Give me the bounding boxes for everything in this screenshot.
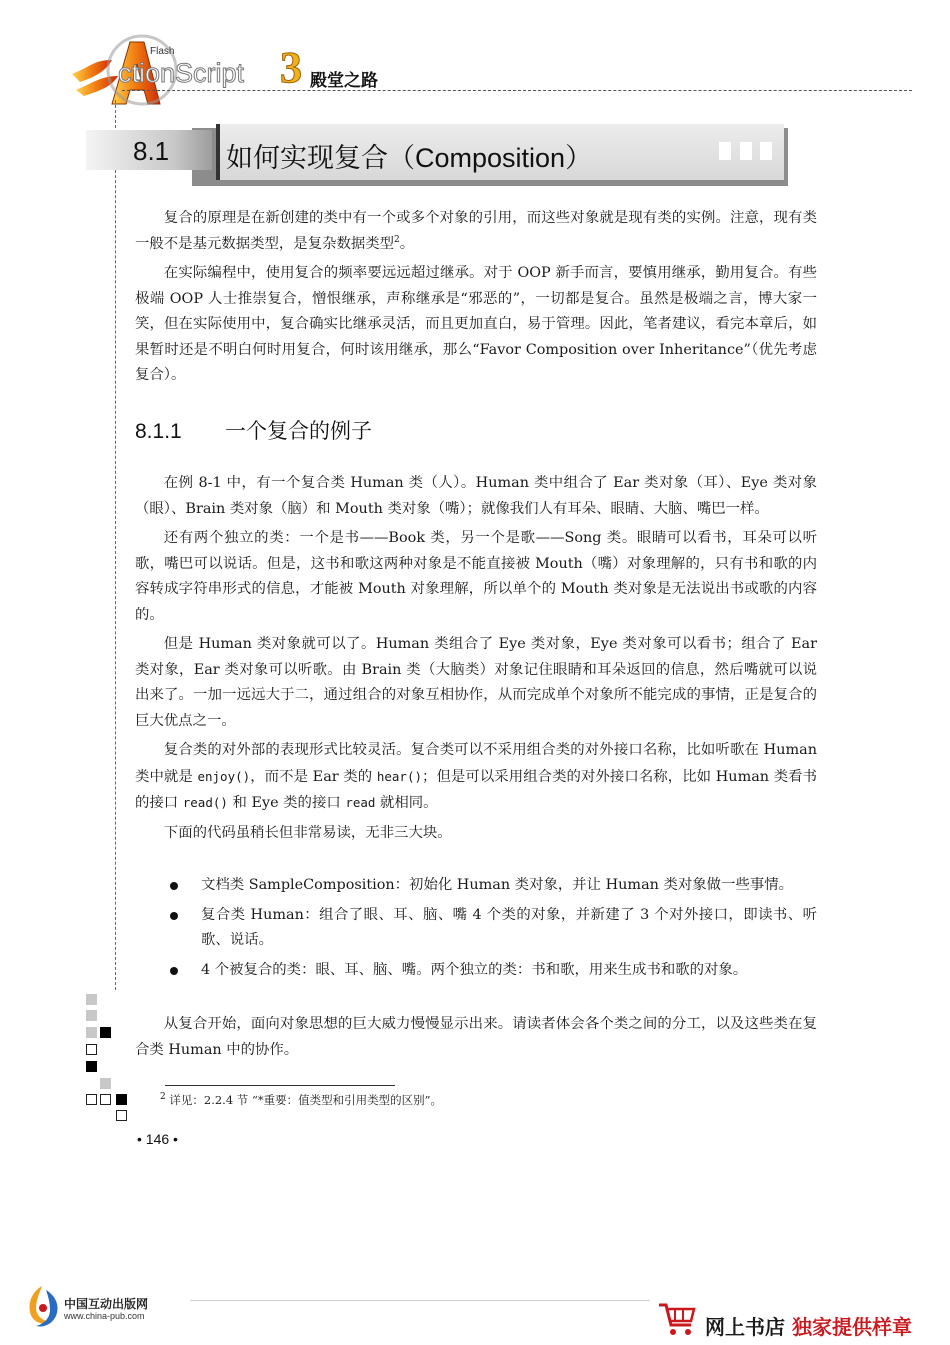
text-run: 还有两个独立的类：一个是书——Book 类，另一个是歌——Song 类。眼睛可以看书，耳朵可以听歌，嘴巴可以说话。但是，这书和歌这两种对象是不能直接被 Mouth（嘴）对象理解的，只有书和歌的内容转成字符串形式的信息，才能被 Mouth 对象理解，所以单个的 Mouth 类对象是无法说出书或歌的内容的。: [135, 530, 817, 623]
banner-block-icon: [719, 142, 731, 160]
paragraph: [135, 1012, 817, 1063]
inline-code: hear(): [376, 768, 422, 784]
publisher-name: 中国互动出版网: [64, 1297, 149, 1311]
bullet-item: 复合类 Human：组合了眼、耳、脑、嘴 4 个类的对象，并新建了 3 个对外接口，即读书、听歌、说话。: [167, 903, 817, 954]
inline-code: enjoy(): [197, 768, 251, 784]
logo-flash-label: Flash: [150, 46, 175, 57]
square-icon: [86, 994, 97, 1005]
paragraph: [135, 261, 817, 389]
bullet-list: [167, 873, 817, 987]
paragraph: [135, 206, 817, 257]
square-icon: [116, 1094, 127, 1105]
shopping-cart-icon: [657, 1301, 697, 1337]
square-icon: [100, 1078, 111, 1089]
inline-code: read(): [182, 795, 228, 810]
text-run: ，而不是 Ear 类的: [250, 768, 377, 785]
square-icon: [86, 1061, 97, 1072]
text-run: 在例 8-1 中，有一个复合类 Human 类（人）。Human 类中组合了 Ear 类对象（耳）、Eye 类对象（眼）、Brain 类对象（脑）和 Mouth 类对象（嘴）；就像我们人有耳朵、眼睛、大脑、嘴巴一样。: [135, 475, 817, 517]
subsection-heading: [135, 415, 372, 445]
section-number: 8.1: [133, 136, 170, 166]
text-run: 就相同。: [375, 795, 438, 811]
paragraph: [135, 738, 817, 817]
square-icon: [86, 1027, 97, 1038]
text-run: 复合的原理是在新创建的类中有一个或多个对象的引用，而这些对象就是现有类的实例。注意，现有类一般不是基元数据类型，是复杂数据类型: [135, 210, 817, 252]
book-series-logo: [72, 30, 402, 110]
footnote-rule: [165, 1085, 395, 1086]
section-title: 如何实现复合（Composition）: [226, 143, 593, 173]
text-run: 复合类的对外部的表现形式比较灵活。复合类可以不采用组合类的对外接口名称，比如听歌在 Human 类中就是: [135, 742, 817, 785]
page-number: • 146 •: [137, 1131, 178, 1147]
footnote-ref: 2: [394, 234, 400, 245]
inline-code: read: [345, 795, 376, 810]
publisher-url[interactable]: www.china-pub.com: [64, 1311, 145, 1321]
subsection-number: 8.1.1: [135, 420, 182, 443]
closing-paragraph: [135, 1012, 817, 1063]
bullet-item: 文档类 SampleComposition：初始化 Human 类对象，并让 Human 类对象做一些事情。: [167, 873, 817, 899]
banner-block-icon: [760, 142, 772, 160]
header-dashed-rule: [122, 90, 912, 91]
footnote: [160, 1092, 442, 1108]
subsection-title: 一个复合的例子: [225, 420, 372, 443]
square-icon: [100, 1027, 111, 1038]
text-run: 在实际编程中，使用复合的频率要远远超过继承。对于 OOP 新手而言，要慎用继承，勤用复合。有些极端 OOP 人士推崇复合，憎恨继承，声称继承是“邪恶的”，一切都是复合。虽然是极端之言，博大家一笑，但在实际使用中，复合确实比继承灵活，而且更加直白，易于管理。因此，笔者建议，看完本章后，如果暂时还是不明白何时用复合，何时该用继承，那么“Favor Composition over Inheritance”（优先考虑复合）。: [135, 265, 817, 383]
text-run: ；但是可以采用组合类的对外接口名称，比如 Human 类看书的接口: [135, 768, 818, 811]
logo-actionscript-word: ctionScript: [118, 58, 245, 88]
square-icon: [86, 1044, 97, 1055]
text-run: 。: [399, 235, 415, 252]
logo-tagline: 殿堂之路: [310, 71, 378, 91]
text-run: 下面的代码虽稍长但非常易读，无非三大块。: [163, 824, 452, 841]
text-run: 和 Eye 类的接口: [227, 795, 346, 811]
china-pub-logo-icon: [22, 1282, 62, 1330]
banner-block-icon: [740, 142, 752, 160]
text-run: 但是 Human 类对象就可以了。Human 类组合了 Eye 类对象，Eye 类对象可以看书；组合了 Ear 类对象，Ear 类对象可以听歌。由 Brain 类（大脑类）对象记住眼睛和耳朵返回的信息，然后嘴就可以说出来了。一加一远远大于二，通过组合的对象互相协作，从而完成单个对象所不能完成的事情，正是复合的巨大优点之一。: [135, 636, 817, 729]
square-icon: [86, 1094, 97, 1105]
square-icon: [116, 1110, 127, 1121]
paragraph: [135, 526, 817, 628]
footnote-text: 详见：2.2.4 节 “*重要：值类型和引用类型的区别”。: [169, 1093, 442, 1107]
bullet-item: 4 个被复合的类：眼、耳、脑、嘴。两个独立的类：书和歌，用来生成书和歌的对象。: [167, 958, 817, 984]
main-paragraphs: [135, 471, 817, 846]
intro-paragraphs: [135, 206, 817, 389]
text-run: 从复合开始，面向对象思想的巨大威力慢慢显示出来。请读者体会各个类之间的分工，以及这些类在复合类 Human 中的协作。: [135, 1016, 817, 1058]
store-slogan: 独家提供样章: [792, 1315, 912, 1339]
paragraph: [135, 632, 817, 734]
square-icon: [86, 1010, 97, 1021]
margin-dashed-line: [115, 100, 116, 990]
paragraph: [135, 471, 817, 522]
paragraph: [135, 821, 817, 847]
footnote-mark: 2: [160, 1092, 166, 1103]
logo-version-number: 3: [280, 43, 302, 92]
footer-rule: [190, 1300, 650, 1301]
online-store-label: 网上书店: [705, 1315, 785, 1339]
square-icon: [100, 1094, 111, 1105]
